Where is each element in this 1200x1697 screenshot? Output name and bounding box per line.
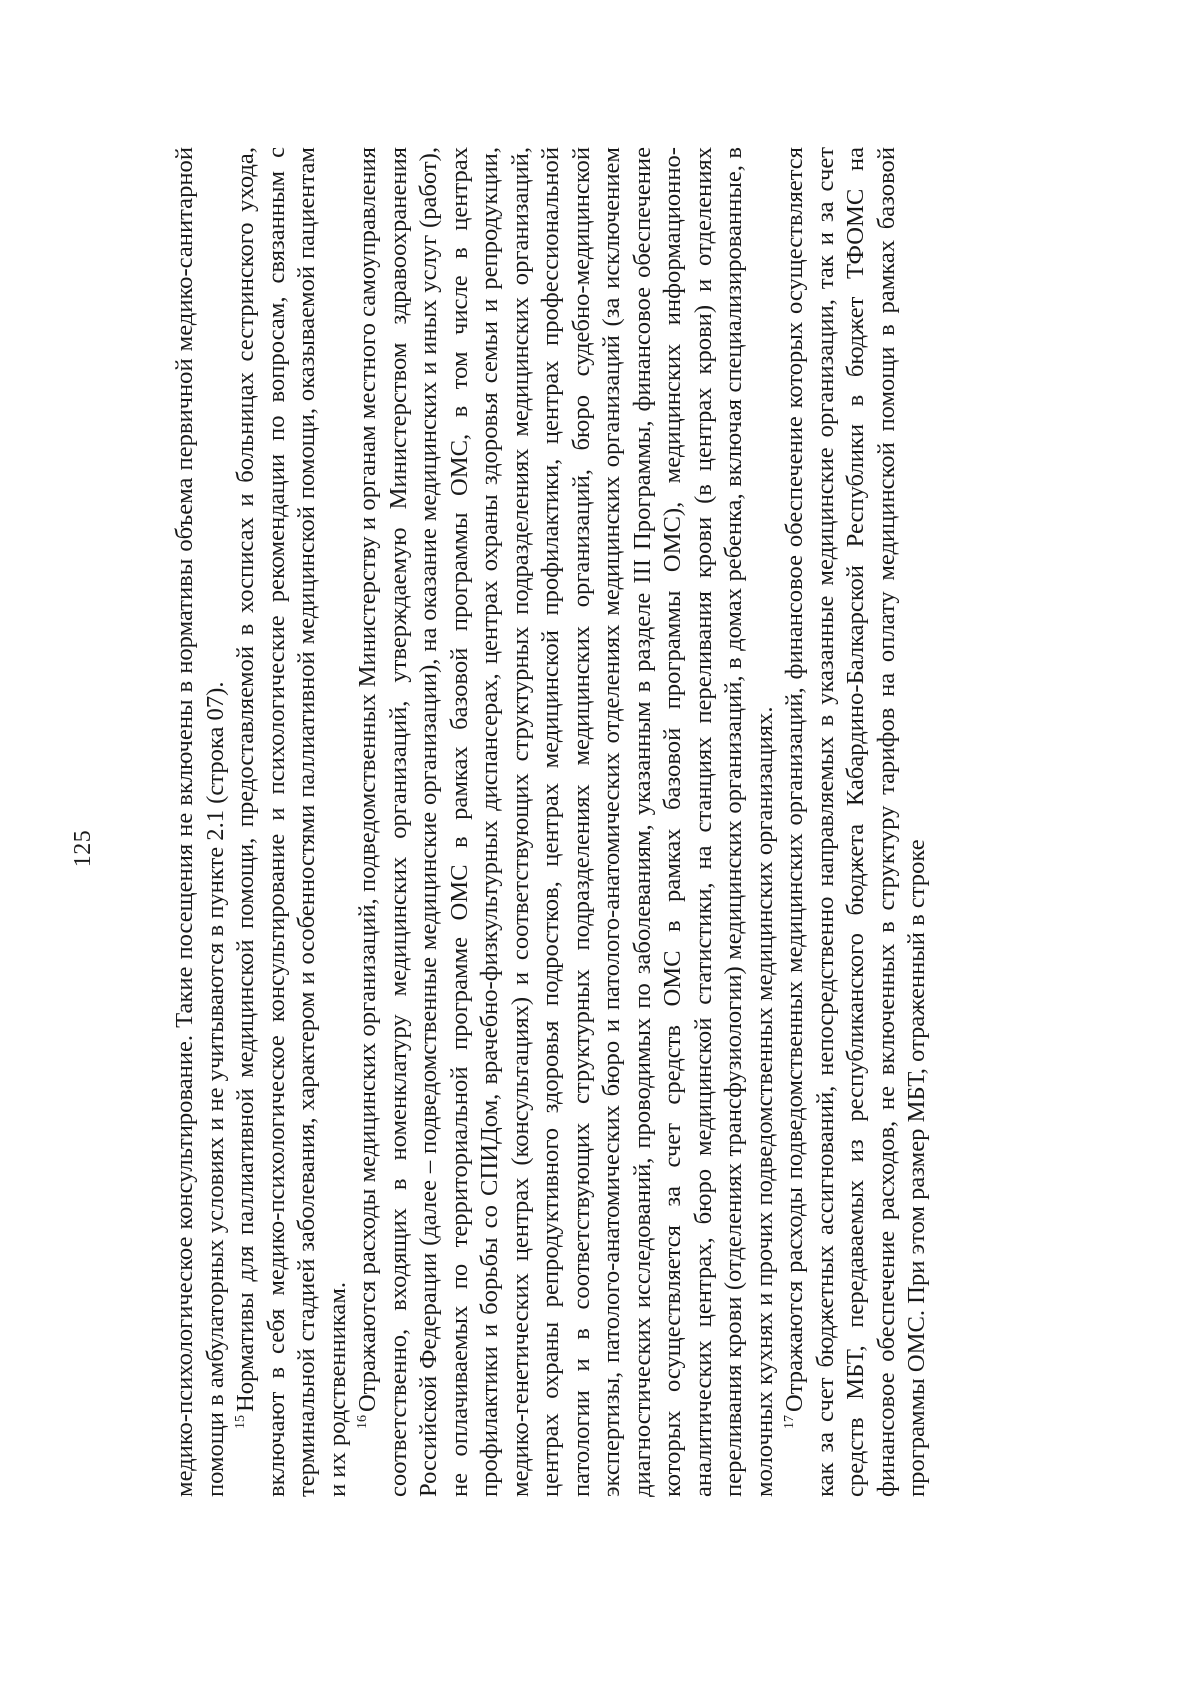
continuation-paragraph: медико-психологическое консультирование. Такие посещения не включены в нормативы объема первичной медико-санитарной помощи в амбулаторных условиях и не учитываются в пункте 2.1 (строка 07). bbox=[171, 147, 229, 1497]
footnotes-block bbox=[170, 147, 933, 1497]
footnote-17 bbox=[780, 147, 933, 1497]
footnote-text: Нормативы для паллиативной медицинской помощи, предоставляемой в хосписах и больницах сестринского ухода, включают в себя медико-психологическое консультирование и психологические рекомендации по вопросам, связанным с терминальной стадией заболевания, характером и особенностями паллиативной медицинской помощи, оказываемой пациентам и их родственникам. bbox=[232, 147, 351, 1497]
footnote-marker: 15 bbox=[233, 1415, 248, 1429]
footnote-16 bbox=[353, 147, 780, 1497]
footnote-text: Отражаются расходы подведомственных медицинских организаций, финансовое обеспечение которых осуществляется как за счет бюджетных ассигнований, непосредственно направляемых в указанные медицинские организации, так и за счет средств МБТ, передаваемых из республиканского бюджета Кабардино-Балкарской Республики в бюджет ТФОМС на финансовое обеспечение расходов, не включенных в структуру тарифов на оплату медицинской помощи в рамках базовой программы ОМС. При этом размер МБТ, отраженный в строке bbox=[781, 147, 930, 1497]
footnote-marker: 17 bbox=[782, 1415, 797, 1429]
page-number: 125 bbox=[70, 829, 96, 868]
footnote-text: Отражаются расходы медицинских организаций, подведомственных Министерству и органам местного самоуправления соответственно, входящих в номенклатуру медицинских организаций, утверждаемую Министерством здравоохранения Российской Федерации (далее – подведомственные медицинские организации), на оказание медицинских и иных услуг (работ), не оплачиваемых по территориальной программе ОМС в рамках базовой программы ОМС, в том числе в центрах профилактики и борьбы со СПИДом, врачебно-физкультурных диспансерах, центрах охраны здоровья семьи и репродукции, медико-генетических центрах (консультациях) и соответствующих структурных подразделениях медицинских организаций, центрах охраны репродуктивного здоровья подростков, центрах медицинской профилактики, центрах профессиональной патологии и в соответствующих структурных подразделениях медицинских организаций, бюро судебно-медицинской экспертизы, патолого-анатомических бюро и патолого-анатомических отделениях медицинских организаций (за исключением диагностических исследований, проводимых по заболеваниям, указанным в разделе III Программы, финансовое обеспечение которых осуществляется за счет средств ОМС в рамках базовой программы ОМС), медицинских информационно-аналитических центрах, бюро медицинской статистики, на станциях переливания крови (в центрах крови) и отделениях переливания крови (отделениях трансфузиологии) медицинских организаций, в домах ребенка, включая специализированные, в молочных кухнях и прочих подведомственных медицинских организациях. bbox=[354, 147, 778, 1497]
footnote-15 bbox=[231, 147, 353, 1497]
footnote-marker: 16 bbox=[355, 1415, 370, 1429]
